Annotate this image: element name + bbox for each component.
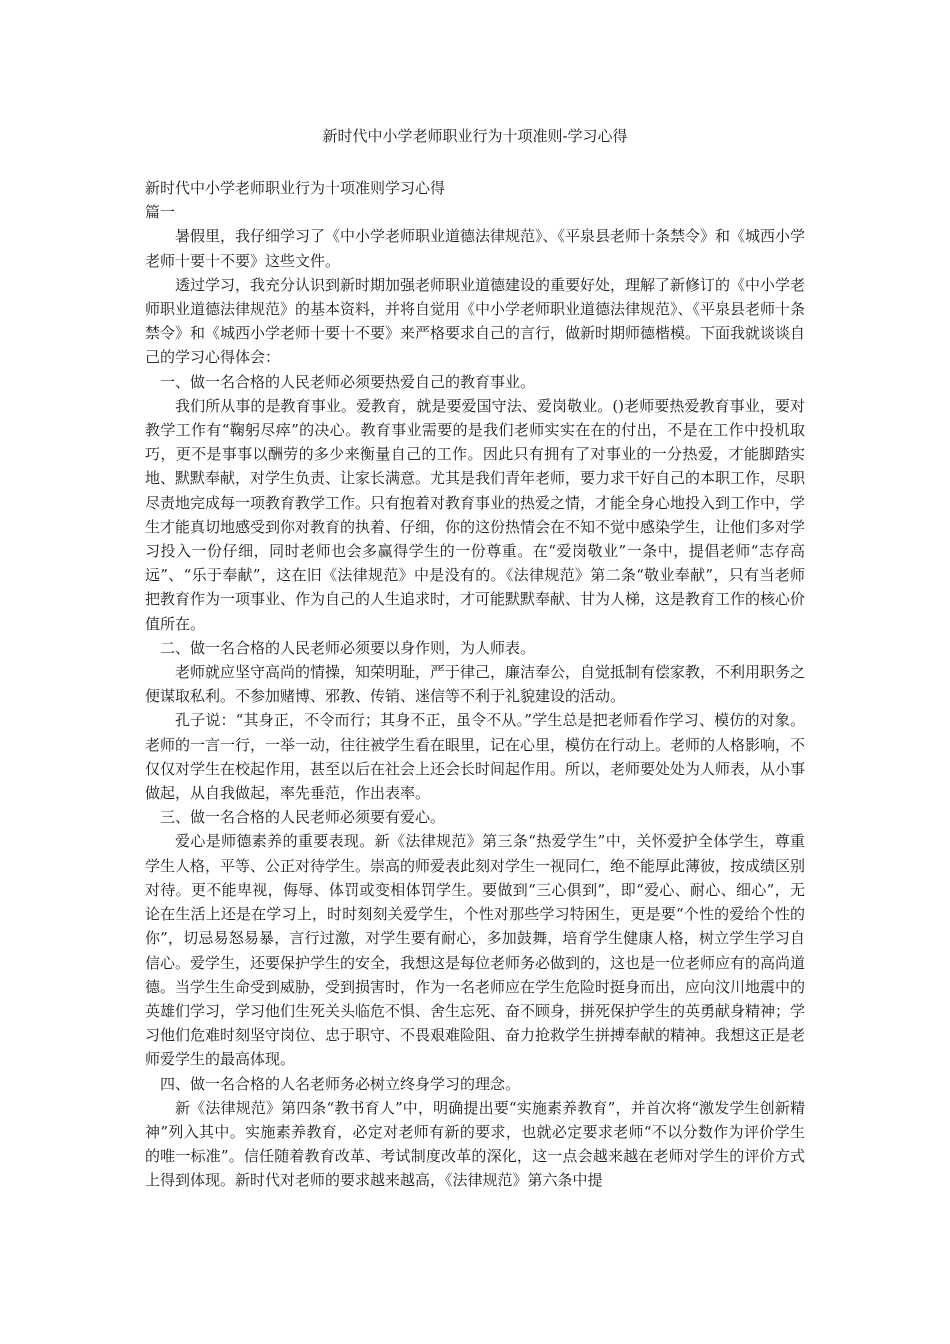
paragraph-6: 爱心是师德素养的重要表现。新《法律规范》第三条“热爱学生”中，关怀爱护全体学生，尊重学生人格，平等、公正对待学生。崇高的师爱表此刻对学生一视同仁，绝不能厚此薄彼，按成绩区别对待。更不能卑视，侮辱、体罚或变相体罚学生。要做到“三心俱到”，即“爱心、耐心、细心”，无论在生活上还是在学习上，时时刻刻关爱学生，个性对那些学习特困生，更是要“个性的爱给个性的你”，切忌易怒易暴，言行过激，对学生要有耐心，多加鼓舞，培育学生健康人格，树立学生学习自信心。爱学生，还要保护学生的安全，我想这是每位老师务必做到的，这也是一位老师应有的高尚道德。当学生生命受到威胁，受到损害时，作为一名老师应在学生危险时挺身而出，应向汶川地震中的英雄们学习，学习他们生死关头临危不惧、舍生忘死、奋不顾身，拼死保护学生的英勇献身精神；学习他们危难时刻坚守岗位、忠于职守、不畏艰难险阻、奋力抢救学生拼搏奉献的精神。我想这正是老师爱学生的最高体现。	[145, 832, 806, 1069]
section-label: 篇一	[145, 203, 176, 222]
section-heading-3: 三、做一名合格的人民老师必须要有爱心。	[160, 808, 446, 827]
section-heading-2: 二、做一名合格的人民老师必须要以身作则，为人师表。	[160, 638, 536, 657]
document-subtitle: 新时代中小学老师职业行为十项准则学习心得	[145, 179, 446, 197]
paragraph-3: 我们所从事的是教育事业。爱教育，就是要爱国守法、爱岗敬业。()老师要热爱教育事业，要对教学工作有“鞠躬尽瘁”的决心。教育事业需要的是我们老师实实在在的付出，不是在工作中投机取巧，更不是事事以酬劳的多少来衡量自己的工作。因此只有拥有了对事业的一分热爱，才能脚踏实地、默默奉献，对学生负责、让家长满意。尤其是我们青年老师，要力求干好自己的本职工作，尽职尽责地完成每一项教育教学工作。只有抱着对教育事业的热爱之情，才能全身心地投入到工作中，学生才能真切地感受到你对教育的执着、仔细，你的这份热情会在不知不觉中感染学生，让他们多对学习投入一份仔细，同时老师也会多赢得学生的一份尊重。在“爱岗敬业”一条中，提倡老师“志存高远”、“乐于奉献”，这在旧《法律规范》中是没有的。《法律规范》第二条“敬业奉献”，只有当老师把教育作为一项事业、作为自己的人生追求时，才可能默默奉献、甘为人梯，这是教育工作的核心价值所在。	[145, 396, 806, 633]
section-heading-4: 四、做一名合格的人名老师务必树立终身学习的理念。	[160, 1074, 521, 1093]
section-heading-1: 一、做一名合格的人民老师必须要热爱自己的教育事业。	[160, 372, 536, 391]
paragraph-2: 透过学习，我充分认识到新时期加强老师职业道德建设的重要好处，理解了新修订的《中小学老师职业道德法律规范》的基本资料，并将自觉用《中小学老师职业道德法律规范》、《平泉县老师十条禁令》和《城西小学老师十要十不要》来严格要求自己的言行，做新时期师德楷模。下面我就谈谈自己的学习心得体会：	[145, 275, 806, 367]
paragraph-5: 孔子说：“其身正，不令而行；其身不正，虽令不从。”学生总是把老师看作学习、模仿的对象。老师的一言一行，一举一动，往往被学生看在眼里，记在心里，模仿在行动上。老师的人格影响，不仅仅对学生在校起作用，甚至以后在社会上还会长时间起作用。所以，老师要处处为人师表，从小事做起，从自我做起，率先垂范，作出表率。	[145, 711, 806, 803]
paragraph-7: 新《法律规范》第四条“教书育人”中，明确提出要“实施素养教育”，并首次将“激发学生创新精神”列入其中。实施素养教育，必定对老师有新的要求，也就必定要求老师“不以分数作为评价学生的唯一标准”。信任随着教育改革、考试制度改革的深化，这一点会越来越在老师对学生的评价方式上得到体现。新时代对老师的要求越来越高，《法律规范》第六条中提	[145, 1098, 805, 1190]
document-title: 新时代中小学老师职业行为十项准则-学习心得	[322, 127, 628, 145]
paragraph-4: 老师就应坚守高尚的情操，知荣明耻，严于律己，廉洁奉公，自觉抵制有偿家教，不利用职务之便谋取私利。不参加赌博、邪教、传销、迷信等不利于礼貌建设的活动。	[145, 663, 806, 706]
document-body	[145, 176, 805, 1193]
paragraph-1: 暑假里，我仔细学习了《中小学老师职业道德法律规范》、《平泉县老师十条禁令》和《城西小学老师十要十不要》这些文件。	[145, 227, 806, 270]
